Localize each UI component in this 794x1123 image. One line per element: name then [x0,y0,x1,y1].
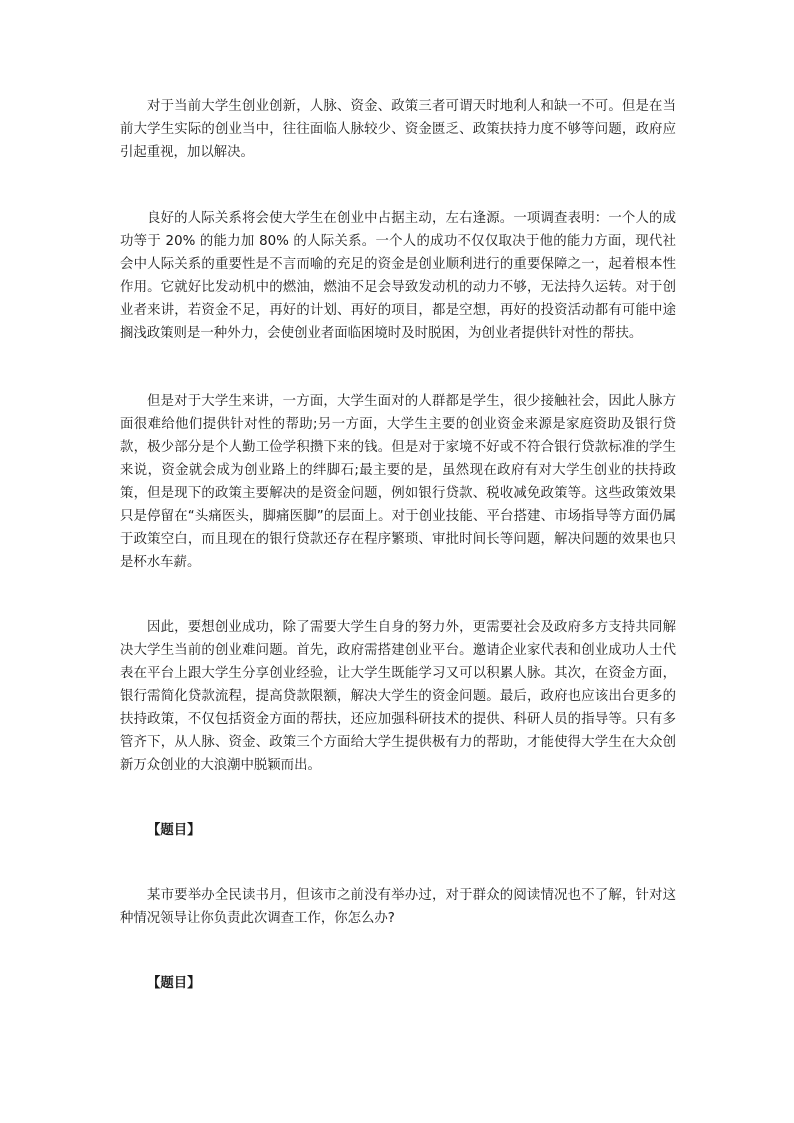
paragraph-solutions: 因此，要想创业成功，除了需要大学生自身的努力外，更需要社会及政府多方支持共同解决大学生当前的创业难问题。首先，政府需搭建创业平台。邀请企业家代表和创业成功人士代表在平台上跟大学生分享创业经验，让大学生既能学习又可以积累人脉。其次，在资金方面，银行需简化贷款流程，提高贷款限额，解决大学生的资金问题。最后，政府也应该出台更多的扶持政策，不仅包括资金方面的帮扶，还应加强科研技术的提供、科研人员的指导等。只有多管齐下，从人脉、资金、政策三个方面给大学生提供极有力的帮助，才能使得大学生在大众创新万众创业的大浪潮中脱颖而出。 [120,620,676,773]
question-heading-1: 【题目】 [147,823,201,838]
paragraph-intro: 对于当前大学生创业创新，人脉、资金、政策三者可谓天时地利人和缺一不可。但是在当前大学生实际的创业当中，往往面临人脉较少、资金匮乏、政策扶持力度不够等问题，政府应引起重视，加以解决。 [120,99,676,160]
question-heading-2: 【题目】 [147,976,201,991]
question-text: 某市要举办全民读书月，但该市之前没有举办过，对于群众的阅读情况也不了解，针对这种情况领导让你负责此次调查工作，你怎么办? [120,888,676,926]
document-page [120,95,676,995]
paragraph-relationships: 良好的人际关系将会使大学生在创业中占据主动，左右逢源。一项调查表明：一个人的成功等于 20% 的能力加 80% 的人际关系。一个人的成功不仅仅取决于他的能力方面，现代社会中人际关系的重要性是不言而喻的充足的资金是创业顺利进行的重要保障之一，起着根本性作用。它就好比发动机中的燃油，燃油不足会导致发动机的动力不够，无法持久运转。对于创业者来讲，若资金不足，再好的计划、再好的项目，都是空想，再好的投资活动都有可能中途搁浅政策则是一种外力，会使创业者面临困境时及时脱困，为创业者提供针对性的帮扶。 [120,211,676,341]
paragraph-problems: 但是对于大学生来讲，一方面，大学生面对的人群都是学生，很少接触社会，因此人脉方面很难给他们提供针对性的帮助;另一方面，大学生主要的创业资金来源是家庭资助及银行贷款，极少部分是个人勤工俭学积攒下来的钱。但是对于家境不好或不符合银行贷款标准的学生来说，资金就会成为创业路上的绊脚石;最主要的是，虽然现在政府有对大学生创业的扶持政策，但是现下的政策主要解决的是资金问题，例如银行贷款、税收减免政策等。这些政策效果只是停留在“头痛医头，脚痛医脚”的层面上。对于创业技能、平台搭建、市场指导等方面仍属于政策空白，而且现在的银行贷款还存在程序繁琐、审批时间长等问题，解决问题的效果也只是杯水车薪。 [120,394,676,570]
